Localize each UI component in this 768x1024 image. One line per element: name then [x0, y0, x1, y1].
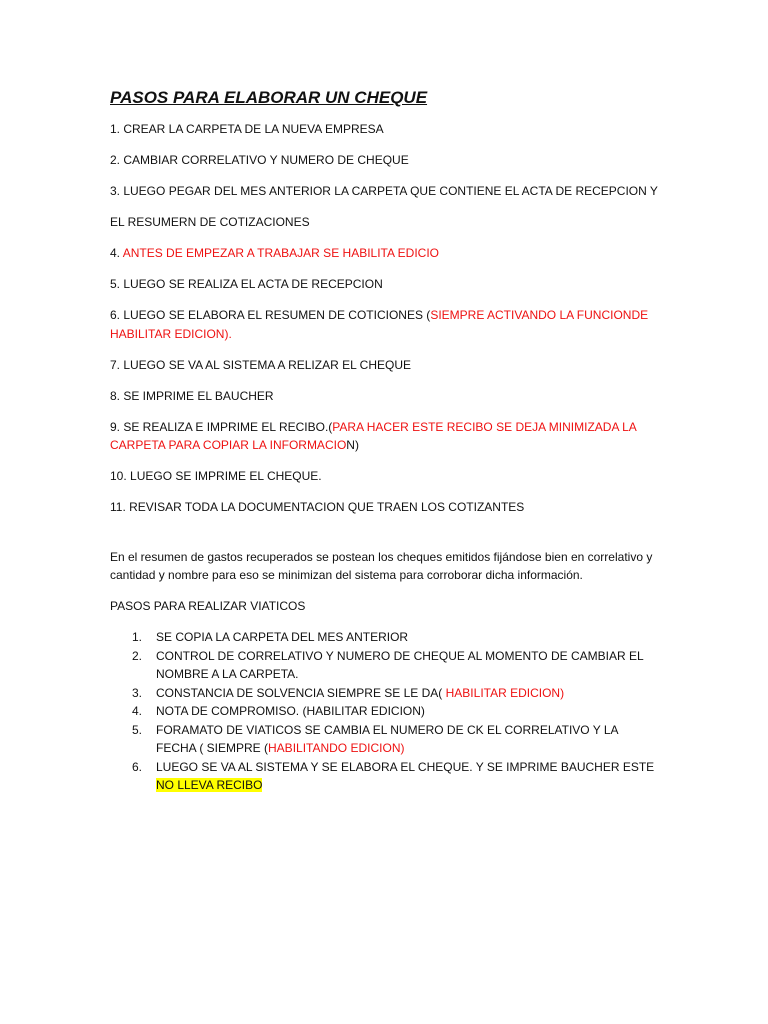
viaticos-item-text: SE COPIA LA CARPETA DEL MES ANTERIOR	[156, 630, 409, 644]
viaticos-item	[110, 721, 658, 758]
step-9-end: N)	[346, 438, 359, 452]
step-6-red-text: SIEMPRE ACTIVANDO LA FUNCIONDE HABILITAR EDICION).	[110, 308, 649, 341]
viaticos-item-number: 3.	[132, 685, 143, 700]
step-4-red-text: ANTES DE EMPEZAR A TRABAJAR SE HABILITA EDICIO	[122, 246, 439, 260]
spacer	[110, 517, 658, 548]
step-4	[110, 244, 658, 263]
step-2: 2. CAMBIAR CORRELATIVO Y NUMERO DE CHEQUE	[110, 153, 409, 167]
document-title: PASOS PARA ELABORAR UN CHEQUE	[110, 88, 428, 107]
viaticos-item	[110, 758, 658, 795]
viaticos-item-number: 6.	[132, 759, 143, 774]
step-9-text: 9. SE REALIZA E IMPRIME EL RECIBO.(	[110, 419, 333, 434]
viaticos-item	[110, 684, 658, 703]
viaticos-item-red-text: HABILITAR EDICION)	[442, 685, 565, 700]
step-6	[110, 306, 658, 343]
viaticos-item-number: 4.	[132, 704, 143, 718]
viaticos-list	[110, 628, 658, 795]
viaticos-item-text: LUEGO SE VA AL SISTEMA Y SE ELABORA EL CHEQUE. Y SE IMPRIME BAUCHER ESTE	[156, 759, 655, 774]
step-7: 7. LUEGO SE VA AL SISTEMA A RELIZAR EL CHEQUE	[110, 357, 412, 372]
viaticos-item-number: 5.	[132, 722, 143, 737]
viaticos-item-number: 2.	[132, 648, 143, 663]
summary-paragraph: En el resumen de gastos recuperados se postean los cheques emitidos fijándose bien en correlativo y cantidad y nombre para eso se minimizan del sistema para corroborar dicha información.	[110, 549, 653, 582]
step-5: 5. LUEGO SE REALIZA EL ACTA DE RECEPCION	[110, 277, 383, 291]
step-4-number: 4.	[110, 246, 123, 260]
step-3-line-1: 3. LUEGO PEGAR DEL MES ANTERIOR LA CARPETA QUE CONTIENE EL ACTA DE RECEPCION Y	[110, 184, 658, 198]
step-8: 8. SE IMPRIME EL BAUCHER	[110, 388, 274, 403]
step-9-red-text: PARA HACER ESTE RECIBO SE DEJA MINIMIZADA LA CARPETA PARA COPIAR LA INFORMACIO	[110, 419, 637, 452]
viaticos-item-number: 1.	[132, 630, 143, 644]
viaticos-item-text: CONTROL DE CORRELATIVO Y NUMERO DE CHEQUE AL MOMENTO DE CAMBIAR EL NOMBRE A LA CARPETA.	[156, 648, 644, 681]
step-3-line-2: EL RESUMERN DE COTIZACIONES	[110, 215, 310, 229]
document-body	[110, 86, 658, 795]
step-10: 10. LUEGO SE IMPRIME EL CHEQUE.	[110, 469, 322, 483]
viaticos-item-text: NOTA DE COMPROMISO. (HABILITAR EDICION)	[156, 704, 425, 718]
viaticos-item-text: FORAMATO DE VIATICOS SE CAMBIA EL NUMERO DE CK EL CORRELATIVO Y LA FECHA ( SIEMPRE (	[156, 722, 618, 755]
step-1: 1. CREAR LA CARPETA DE LA NUEVA EMPRESA	[110, 122, 384, 136]
viaticos-heading: PASOS PARA REALIZAR VIATICOS	[110, 599, 306, 613]
viaticos-item	[110, 628, 658, 647]
step-6-text: 6. LUEGO SE ELABORA EL RESUMEN DE COTICIONES (	[110, 308, 431, 322]
step-9	[110, 418, 658, 455]
viaticos-item-text: CONSTANCIA DE SOLVENCIA SIEMPRE SE LE DA(	[156, 685, 443, 700]
step-11: 11. REVISAR TODA LA DOCUMENTACION QUE TRAEN LOS COTIZANTES	[110, 500, 525, 514]
viaticos-item-red-text: HABILITANDO EDICION)	[268, 741, 405, 755]
viaticos-item	[110, 647, 658, 684]
viaticos-item-highlight: NO LLEVA RECIBO	[156, 778, 263, 792]
viaticos-item	[110, 702, 658, 721]
